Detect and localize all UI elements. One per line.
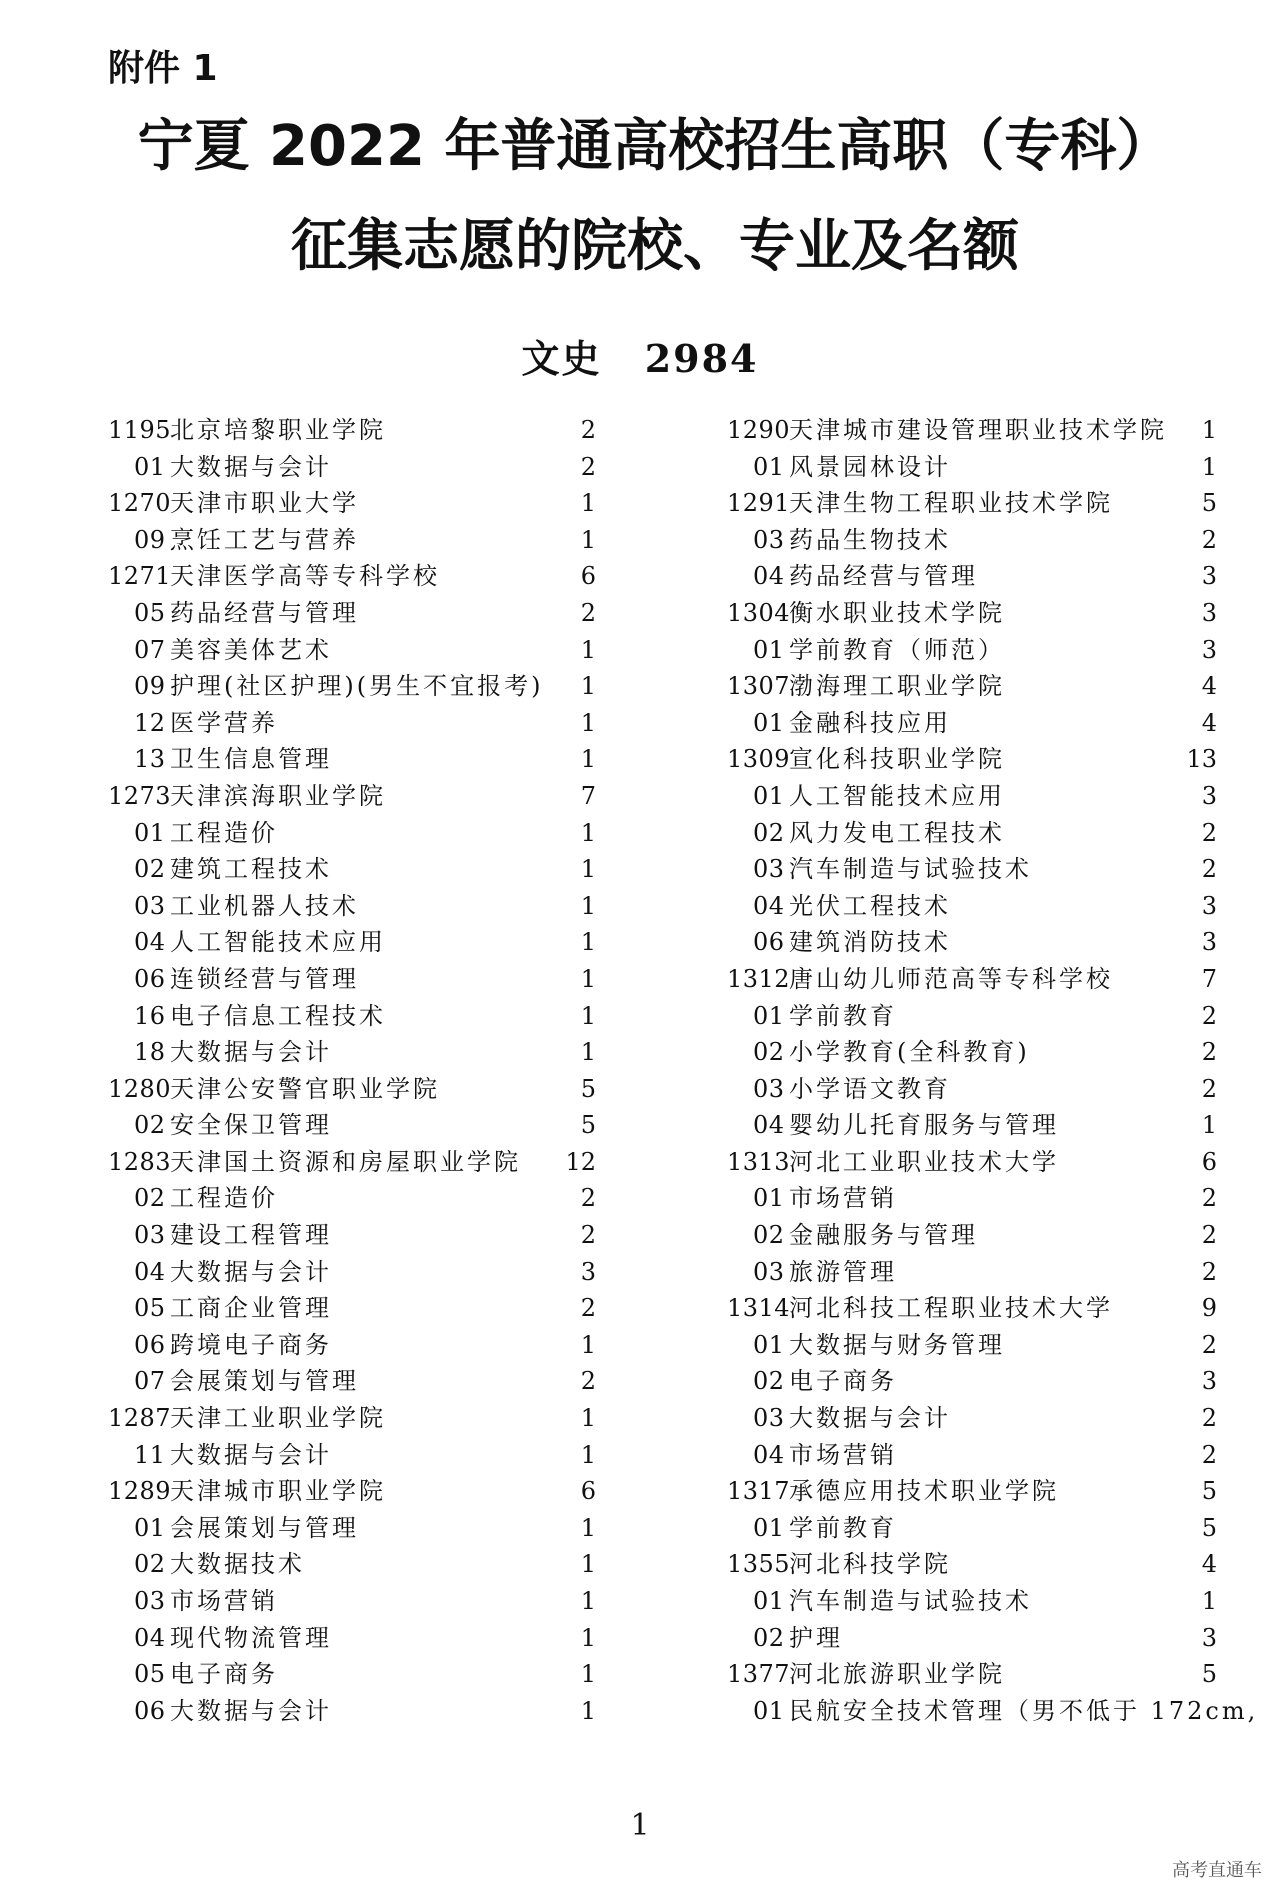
major-row xyxy=(727,632,1217,669)
school-row xyxy=(108,485,596,522)
major-row xyxy=(108,851,596,888)
quota: 1 xyxy=(580,1623,596,1652)
school-name: 宣化科技职业学院 xyxy=(789,745,1005,774)
major-name: 市场营销 xyxy=(170,1587,278,1615)
quota: 1 xyxy=(580,672,596,701)
quota: 1 xyxy=(580,818,596,847)
quota: 1 xyxy=(580,525,596,554)
major-name: 会展策划与管理 xyxy=(170,1513,359,1542)
major-code: 07 xyxy=(134,1367,166,1396)
major-code: 04 xyxy=(753,562,785,591)
major-name: 电子商务 xyxy=(789,1367,897,1396)
major-code: 01 xyxy=(753,1696,785,1725)
quota: 1 xyxy=(1201,1587,1217,1615)
major-code: 03 xyxy=(753,855,785,884)
major-name: 大数据与会计 xyxy=(170,1440,332,1469)
quota: 6 xyxy=(580,562,596,591)
major-row xyxy=(108,961,596,998)
left-column xyxy=(108,412,596,1729)
quota: 4 xyxy=(1201,1550,1217,1579)
school-code: 1314 xyxy=(727,1294,791,1323)
school-row xyxy=(108,1473,596,1510)
school-name: 唐山幼儿师范高等专科学校 xyxy=(789,964,1113,993)
major-name: 市场营销 xyxy=(789,1440,897,1469)
quota: 4 xyxy=(1201,708,1217,737)
major-row xyxy=(727,998,1217,1035)
major-name: 电子信息工程技术 xyxy=(170,1001,386,1030)
major-row xyxy=(108,1180,596,1217)
quota: 6 xyxy=(1201,1147,1217,1176)
quota: 12 xyxy=(565,1147,596,1176)
major-name: 建筑消防技术 xyxy=(789,928,951,957)
school-name: 河北科技学院 xyxy=(789,1550,951,1579)
major-name: 工程造价 xyxy=(170,1184,278,1213)
major-row xyxy=(727,1363,1217,1400)
quota: 3 xyxy=(1201,891,1217,920)
major-code: 03 xyxy=(134,891,166,920)
major-row xyxy=(727,1693,1259,1730)
major-code: 09 xyxy=(134,672,166,701)
major-row xyxy=(727,888,1217,925)
quota: 4 xyxy=(1201,672,1217,701)
major-row xyxy=(727,558,1217,595)
quota: 2 xyxy=(1201,1001,1217,1030)
major-name: 药品经营与管理 xyxy=(789,562,978,591)
major-code: 01 xyxy=(753,452,785,481)
major-name: 市场营销 xyxy=(789,1184,897,1213)
quota: 2 xyxy=(1201,818,1217,847)
major-name: 卫生信息管理 xyxy=(170,745,332,774)
school-name: 衡水职业技术学院 xyxy=(789,598,1005,627)
major-code: 02 xyxy=(753,1221,785,1250)
school-row xyxy=(108,1144,596,1181)
quota: 1 xyxy=(580,1038,596,1067)
quota: 1 xyxy=(580,928,596,957)
major-row xyxy=(108,449,596,486)
major-name: 工程造价 xyxy=(170,818,278,847)
quota: 2 xyxy=(580,1367,596,1396)
school-row xyxy=(108,1400,596,1437)
quota: 1 xyxy=(1201,452,1217,481)
quota: 2 xyxy=(580,1294,596,1323)
quota: 1 xyxy=(1201,1111,1217,1140)
major-row xyxy=(727,851,1217,888)
major-name: 人工智能技术应用 xyxy=(170,928,386,957)
school-row xyxy=(108,778,596,815)
school-name: 天津城市建设管理职业技术学院 xyxy=(789,416,1167,444)
major-row xyxy=(108,998,596,1035)
school-row xyxy=(727,1473,1217,1510)
major-row xyxy=(727,1583,1217,1620)
attachment-label: 附件 1 xyxy=(108,48,218,89)
school-row xyxy=(727,412,1217,449)
major-name: 风景园林设计 xyxy=(789,452,951,481)
school-row xyxy=(727,668,1217,705)
major-code: 03 xyxy=(134,1221,166,1250)
quota: 1 xyxy=(580,1330,596,1359)
major-name: 连锁经营与管理 xyxy=(170,964,359,993)
major-name: 汽车制造与试验技术 xyxy=(789,1587,1032,1615)
quota: 1 xyxy=(580,635,596,664)
major-name: 会展策划与管理 xyxy=(170,1367,359,1396)
major-name: 光伏工程技术 xyxy=(789,891,951,920)
major-name: 学前教育 xyxy=(789,1513,897,1542)
major-code: 04 xyxy=(134,1257,166,1286)
major-code: 16 xyxy=(134,1001,166,1030)
major-code: 01 xyxy=(753,1330,785,1359)
major-name: 大数据与会计 xyxy=(170,1696,332,1725)
major-name: 人工智能技术应用 xyxy=(789,781,1005,810)
quota: 2 xyxy=(580,1184,596,1213)
school-name: 承德应用技术职业学院 xyxy=(789,1477,1059,1506)
major-name: 金融服务与管理 xyxy=(789,1221,978,1250)
major-name: 小学教育(全科教育) xyxy=(789,1038,1030,1067)
major-row xyxy=(108,1620,596,1657)
school-name: 天津工业职业学院 xyxy=(170,1404,386,1433)
major-name: 药品生物技术 xyxy=(789,525,951,554)
major-code: 03 xyxy=(753,1074,785,1103)
quota: 2 xyxy=(1201,855,1217,884)
quota: 1 xyxy=(580,1001,596,1030)
major-code: 01 xyxy=(134,818,166,847)
quota: 1 xyxy=(580,489,596,518)
major-name: 建设工程管理 xyxy=(170,1221,332,1250)
major-code: 13 xyxy=(134,745,166,774)
major-code: 04 xyxy=(134,1623,166,1652)
school-code: 1289 xyxy=(108,1477,172,1506)
major-name: 大数据与会计 xyxy=(170,452,332,481)
quota: 2 xyxy=(1201,1257,1217,1286)
major-code: 01 xyxy=(753,1001,785,1030)
quota: 3 xyxy=(1201,598,1217,627)
school-name: 天津公安警官职业学院 xyxy=(170,1074,440,1103)
major-code: 01 xyxy=(753,1587,785,1615)
school-name: 河北科技工程职业技术大学 xyxy=(789,1294,1113,1323)
major-row xyxy=(108,1656,596,1693)
quota: 13 xyxy=(1186,745,1217,774)
quota: 2 xyxy=(1201,1074,1217,1103)
major-code: 03 xyxy=(753,525,785,554)
major-code: 04 xyxy=(134,928,166,957)
major-code: 02 xyxy=(134,1550,166,1579)
major-name: 婴幼儿托育服务与管理 xyxy=(789,1111,1059,1140)
major-code: 03 xyxy=(753,1404,785,1433)
school-name: 河北工业职业技术大学 xyxy=(789,1147,1059,1176)
major-row xyxy=(108,705,596,742)
quota: 7 xyxy=(1201,964,1217,993)
quota: 1 xyxy=(580,708,596,737)
school-row xyxy=(727,595,1217,632)
major-name: 烹饪工艺与营养 xyxy=(170,525,359,554)
major-row xyxy=(108,1034,596,1071)
major-code: 05 xyxy=(134,598,166,627)
major-code: 01 xyxy=(134,1513,166,1542)
major-row xyxy=(108,1363,596,1400)
major-row xyxy=(108,668,596,705)
quota: 5 xyxy=(1201,1660,1217,1689)
major-row xyxy=(108,1546,596,1583)
major-name: 医学营养 xyxy=(170,708,278,737)
quota: 2 xyxy=(1201,1184,1217,1213)
quota: 5 xyxy=(580,1111,596,1140)
quota: 9 xyxy=(1201,1294,1217,1323)
school-name: 北京培黎职业学院 xyxy=(170,416,386,444)
major-code: 07 xyxy=(134,635,166,664)
major-code: 05 xyxy=(134,1294,166,1323)
quota: 5 xyxy=(1201,489,1217,518)
major-row xyxy=(727,815,1217,852)
major-code: 09 xyxy=(134,525,166,554)
major-row xyxy=(727,1254,1217,1291)
major-row xyxy=(108,1693,596,1730)
school-row xyxy=(108,558,596,595)
major-name: 汽车制造与试验技术 xyxy=(789,855,1032,884)
school-row xyxy=(727,485,1217,522)
major-code: 04 xyxy=(753,1111,785,1140)
major-row xyxy=(727,1327,1217,1364)
school-row xyxy=(108,1071,596,1108)
quota: 3 xyxy=(580,1257,596,1286)
quota: 1 xyxy=(580,891,596,920)
major-code: 01 xyxy=(753,1184,785,1213)
quota: 3 xyxy=(1201,1623,1217,1652)
quota: 2 xyxy=(1201,1221,1217,1250)
quota: 3 xyxy=(1201,562,1217,591)
quota: 2 xyxy=(1201,1404,1217,1433)
quota: 3 xyxy=(1201,781,1217,810)
major-row xyxy=(727,1034,1217,1071)
major-row xyxy=(108,522,596,559)
major-row xyxy=(108,1217,596,1254)
quota: 2 xyxy=(1201,1038,1217,1067)
major-code: 02 xyxy=(134,1111,166,1140)
major-name: 电子商务 xyxy=(170,1660,278,1689)
major-name: 大数据与会计 xyxy=(789,1404,951,1433)
major-code: 06 xyxy=(753,928,785,957)
quota: 3 xyxy=(1201,928,1217,957)
quota: 5 xyxy=(1201,1477,1217,1506)
major-row xyxy=(727,778,1217,815)
quota: 2 xyxy=(580,452,596,481)
major-code: 01 xyxy=(134,452,166,481)
quota: 2 xyxy=(580,1221,596,1250)
major-name: 学前教育 xyxy=(789,1001,897,1030)
major-name: 大数据技术 xyxy=(170,1550,305,1579)
major-row xyxy=(727,1071,1217,1108)
school-code: 1291 xyxy=(727,489,791,518)
quota: 2 xyxy=(580,416,596,444)
school-code: 1270 xyxy=(108,489,172,518)
major-code: 02 xyxy=(134,1184,166,1213)
school-code: 1377 xyxy=(727,1660,791,1689)
major-row xyxy=(727,449,1217,486)
quota: 1 xyxy=(580,1696,596,1725)
major-code: 02 xyxy=(753,1623,785,1652)
major-name: 大数据与会计 xyxy=(170,1038,332,1067)
school-code: 1280 xyxy=(108,1074,172,1103)
major-code: 06 xyxy=(134,964,166,993)
quota: 5 xyxy=(1201,1513,1217,1542)
major-code: 04 xyxy=(753,1440,785,1469)
quota: 1 xyxy=(580,1550,596,1579)
school-code: 1307 xyxy=(727,672,791,701)
major-code: 03 xyxy=(134,1587,166,1615)
major-row xyxy=(108,1290,596,1327)
major-row xyxy=(727,1217,1217,1254)
major-code: 01 xyxy=(753,635,785,664)
major-code: 01 xyxy=(753,1513,785,1542)
category-total: 2984 xyxy=(644,336,759,381)
major-row xyxy=(727,1510,1217,1547)
major-row xyxy=(108,815,596,852)
major-name: 小学语文教育 xyxy=(789,1074,951,1103)
school-code: 1283 xyxy=(108,1147,172,1176)
quota: 5 xyxy=(580,1074,596,1103)
major-row xyxy=(727,924,1217,961)
school-name: 天津医学高等专科学校 xyxy=(170,562,440,591)
school-code: 1195 xyxy=(108,416,172,444)
major-code: 02 xyxy=(753,1367,785,1396)
school-row xyxy=(727,961,1217,998)
quota: 1 xyxy=(580,1660,596,1689)
major-name: 工业机器人技术 xyxy=(170,891,359,920)
major-name: 风力发电工程技术 xyxy=(789,818,1005,847)
school-code: 1304 xyxy=(727,598,791,627)
watermark: 高考直通车 xyxy=(1172,1860,1262,1881)
school-code: 1312 xyxy=(727,964,791,993)
major-row xyxy=(108,888,596,925)
major-name: 建筑工程技术 xyxy=(170,855,332,884)
major-row xyxy=(108,924,596,961)
school-code: 1273 xyxy=(108,781,172,810)
school-code: 1309 xyxy=(727,745,791,774)
quota: 2 xyxy=(580,598,596,627)
page-number: 1 xyxy=(630,1808,650,1843)
school-code: 1355 xyxy=(727,1550,791,1579)
major-name: 现代物流管理 xyxy=(170,1623,332,1652)
quota: 1 xyxy=(580,1513,596,1542)
school-code: 1290 xyxy=(727,416,791,444)
major-name: 民航安全技术管理（男不低于 172cm, xyxy=(789,1696,1259,1725)
major-name: 护理(社区护理)(男生不宜报考) xyxy=(170,672,544,701)
major-code: 18 xyxy=(134,1038,166,1067)
major-row xyxy=(727,1107,1217,1144)
page-title-line2: 征集志愿的院校、专业及名额 xyxy=(291,214,1019,279)
school-name: 天津滨海职业学院 xyxy=(170,781,386,810)
major-code: 11 xyxy=(134,1440,166,1469)
major-code: 02 xyxy=(753,818,785,847)
quota: 1 xyxy=(580,964,596,993)
school-code: 1271 xyxy=(108,562,172,591)
major-name: 大数据与财务管理 xyxy=(789,1330,1005,1359)
major-name: 药品经营与管理 xyxy=(170,598,359,627)
major-row xyxy=(108,1327,596,1364)
major-row xyxy=(727,1437,1217,1474)
quota: 3 xyxy=(1201,635,1217,664)
quota: 2 xyxy=(1201,1330,1217,1359)
school-name: 天津国土资源和房屋职业学院 xyxy=(170,1147,521,1176)
quota: 7 xyxy=(580,781,596,810)
major-code: 02 xyxy=(134,855,166,884)
major-row xyxy=(108,595,596,632)
school-code: 1317 xyxy=(727,1477,791,1506)
quota: 2 xyxy=(1201,1440,1217,1469)
major-code: 06 xyxy=(134,1696,166,1725)
school-name: 天津市职业大学 xyxy=(170,489,359,518)
page-title-line1: 宁夏 2022 年普通高校招生高职（专科） xyxy=(137,114,1173,179)
major-code: 12 xyxy=(134,708,166,737)
category-name: 文史 xyxy=(521,336,602,381)
major-name: 安全保卫管理 xyxy=(170,1111,332,1140)
major-name: 美容美体艺术 xyxy=(170,635,332,664)
category-heading xyxy=(0,328,1280,383)
major-row xyxy=(727,705,1217,742)
major-row xyxy=(108,1107,596,1144)
major-row xyxy=(108,741,596,778)
school-name: 河北旅游职业学院 xyxy=(789,1660,1005,1689)
major-name: 金融科技应用 xyxy=(789,708,951,737)
school-name: 天津城市职业学院 xyxy=(170,1477,386,1506)
major-name: 工商企业管理 xyxy=(170,1294,332,1323)
major-row xyxy=(108,1583,596,1620)
school-name: 渤海理工职业学院 xyxy=(789,672,1005,701)
quota: 1 xyxy=(580,855,596,884)
school-row xyxy=(727,1144,1217,1181)
school-row xyxy=(108,412,596,449)
school-row xyxy=(727,741,1217,778)
school-code: 1313 xyxy=(727,1147,791,1176)
major-name: 大数据与会计 xyxy=(170,1257,332,1286)
major-row xyxy=(727,1400,1217,1437)
major-row xyxy=(727,522,1217,559)
major-row xyxy=(727,1620,1217,1657)
quota: 1 xyxy=(580,1587,596,1615)
quota: 3 xyxy=(1201,1367,1217,1396)
major-name: 旅游管理 xyxy=(789,1257,897,1286)
quota: 1 xyxy=(580,745,596,774)
major-row xyxy=(108,1437,596,1474)
quota: 1 xyxy=(580,1404,596,1433)
major-name: 学前教育（师范） xyxy=(789,635,1005,664)
quota: 1 xyxy=(580,1440,596,1469)
school-code: 1287 xyxy=(108,1404,172,1433)
major-code: 01 xyxy=(753,708,785,737)
major-code: 04 xyxy=(753,891,785,920)
right-column xyxy=(727,412,1259,1729)
quota: 2 xyxy=(1201,525,1217,554)
major-code: 01 xyxy=(753,781,785,810)
school-name: 天津生物工程职业技术学院 xyxy=(789,489,1113,518)
major-row xyxy=(108,632,596,669)
quota: 6 xyxy=(580,1477,596,1506)
major-code: 03 xyxy=(753,1257,785,1286)
major-row xyxy=(108,1510,596,1547)
major-name: 跨境电子商务 xyxy=(170,1330,332,1359)
major-code: 06 xyxy=(134,1330,166,1359)
major-row xyxy=(108,1254,596,1291)
quota: 1 xyxy=(1201,416,1217,444)
school-row xyxy=(727,1656,1217,1693)
major-name: 护理 xyxy=(789,1623,843,1652)
major-code: 05 xyxy=(134,1660,166,1689)
school-row xyxy=(727,1546,1217,1583)
major-code: 02 xyxy=(753,1038,785,1067)
school-row xyxy=(727,1290,1217,1327)
major-row xyxy=(727,1180,1217,1217)
